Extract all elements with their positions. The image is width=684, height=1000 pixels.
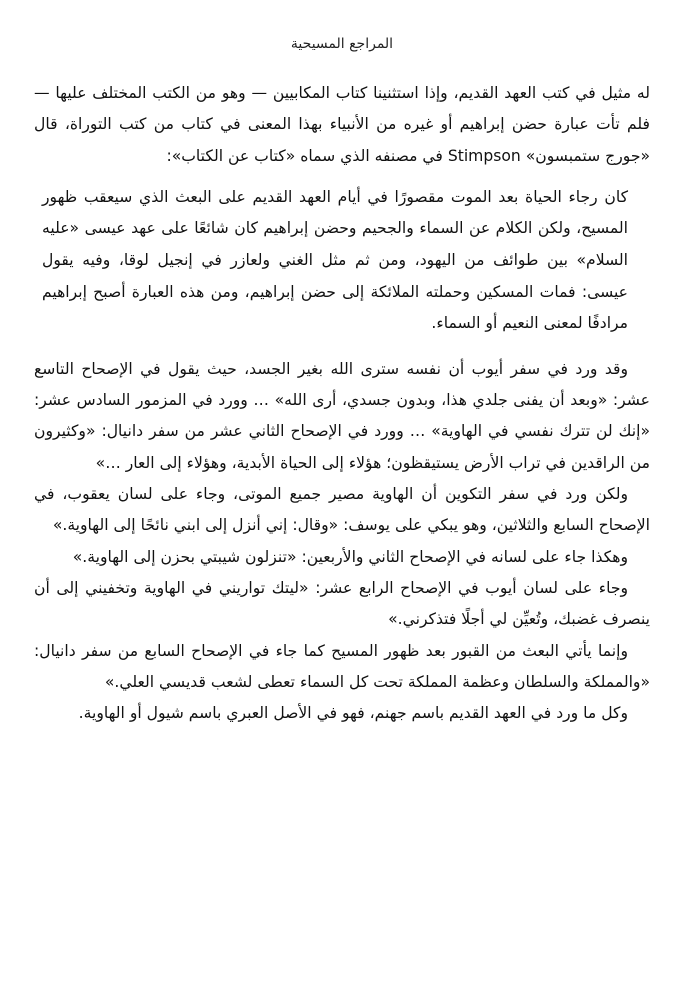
body-paragraph: وهكذا جاء على لسانه في الإصحاح الثاني والأربعين: «تنزلون شيبتي بحزن إلى الهاوية.» [72, 547, 628, 566]
body-paragraph: وجاء على لسان أيوب في الإصحاح الرابع عشر: «ليتك تواريني في الهاوية وتخفيني إلى أن ينصرف غضبك، وتُعيِّن لي أجلًا فتذكرني.» [34, 578, 650, 629]
block-quote [34, 182, 650, 340]
body-paragraph: وإنما يأتي البعث من القبور بعد ظهور المسيح كما جاء في الإصحاح السابع من سفر دانيال: «والمملكة والسلطان وعظمة المملكة تحت كل السماء تعطى لشعب قديسي العلي.» [34, 641, 650, 691]
page-running-header: المراجع المسيحية [290, 36, 394, 52]
body-paragraph: وقد ورد في سفر أيوب أن نفسه سترى الله بغير الجسد، حيث يقول في الإصحاح التاسع عشر: «وبعد أن يفنى جلدي هذا، وبدون جسدي، أرى الله» … وورد في المزمور السادس عشر: «إنك لن تترك نفسي في الهاوية» … وورد في الإصحاح الثاني عشر من سفر دانيال: «وكثيرون من الراقدين في تراب الأرض يستيقظون؛ هؤلاء إلى الحياة الأبدية، وهؤلاء إلى العار …» [34, 359, 650, 472]
intro-paragraph: له مثيل في كتب العهد القديم، وإذا استثنينا كتاب المكابيين — وهو من الكتب المختلف عليها — فلم تأت عبارة حضن إبراهيم أو غيره من الأنبياء بهذا المعنى في كتاب من كتب التوراة، قال «جورج ستمبسون» Stimpson في مصنفه الذي سماه «كتاب عن الكتاب»: [34, 84, 650, 165]
block-quote-text: كان رجاء الحياة بعد الموت مقصورًا في أيام العهد القديم على البعث الذي سيعقب ظهور المسيح، ولكن الكلام عن السماء والجحيم وحضن إبراهيم كان شائعًا على عهد عيسى «عليه السلام» بين طوائف من اليهود، ومن ثم مثل الغني ولعازر في إنجيل لوقا، وفيه يقول عيسى: فمات المسكين وحملته الملائكة إلى حضن إبراهيم، ومن هذه العبارة أصبح إبراهيم مرادفًا لمعنى النعيم أو السماء. [42, 187, 628, 333]
body-paragraph: ولكن ورد في سفر التكوين أن الهاوية مصير جميع الموتى، وجاء على لسان يعقوب، في الإصحاح السابع والثلاثين، وهو يبكي على يوسف: «وقال: إني أنزل إلى ابني نائحًا إلى الهاوية.» [34, 485, 650, 535]
body-paragraph: وكل ما ورد في العهد القديم باسم جهنم، فهو في الأصل العبري باسم شيول أو الهاوية. [78, 704, 628, 723]
